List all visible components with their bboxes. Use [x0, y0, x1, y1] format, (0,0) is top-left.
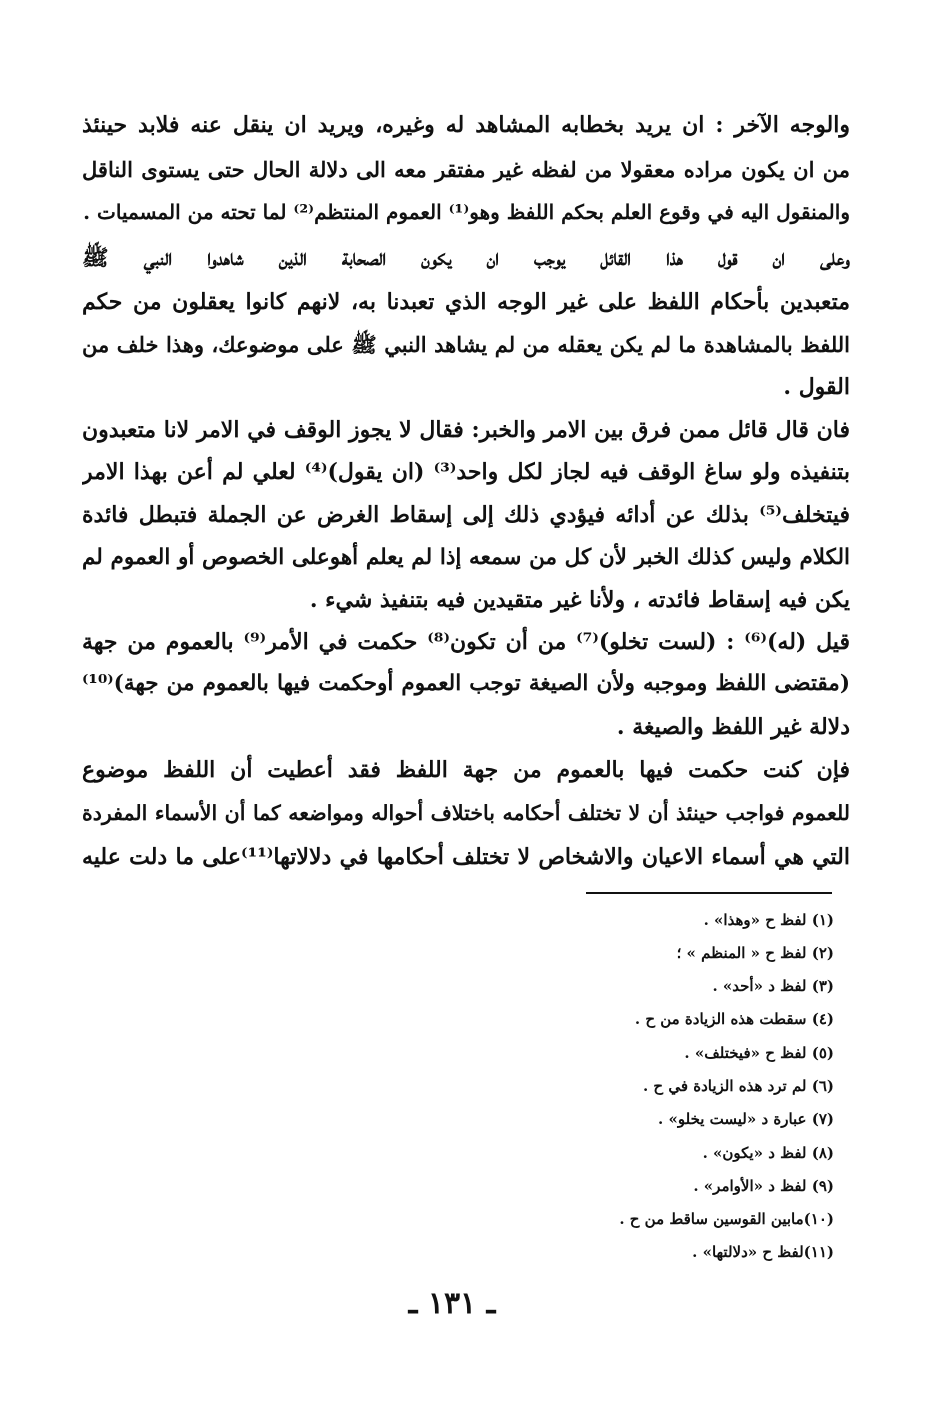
footnote: (٩) لفظ د «الأوامر» . [693, 1177, 834, 1195]
body-line: من ان يكون مراده معقولا من لفظه غير مفتقر معه الى دلالة الحال حتى يستوى الناقل [82, 157, 850, 182]
body-line: (مقتضى اللفظ وموجبه ولأن الصيغة توجب العموم أوحكمت فيها بالعموم من جهة)⁽¹⁰⁾ [82, 671, 850, 696]
footnote: (٥) لفظ ح «فيختلف» . [684, 1044, 834, 1062]
footnote: (٣) لفظ د «أحد» . [712, 977, 834, 995]
body-line: وعلى ان قول هذا القائل يوجب ان يكون الصحابة الذين شاهدوا النبي ﷺ [82, 245, 850, 271]
body-line: بتنفيذه ولو ساغ الوقف فيه لجاز لكل واحد⁽³⁾ (ان يقول)⁽⁴⁾ لعلي لم أعن بهذا الامر [82, 459, 850, 485]
footnote: (٦) لم ترد هذه الزيادة في ح . [642, 1077, 834, 1095]
footnote-separator [586, 892, 832, 894]
body-line: اللفظ بالمشاهدة ما لم يكن يعقله من لم يشاهد النبي ﷺ على موضوعك، وهذا خلف من [82, 332, 850, 357]
page-number: ـ ١٣١ ـ [408, 1286, 496, 1321]
body-line: والوجه الآخر : ان يريد بخطابه المشاهد له وغيره، ويريد ان ينقل عنه فلابد حينئذ [82, 112, 850, 138]
body-line: فإن كنت حكمت فيها بالعموم من جهة اللفظ فقد أعطيت أن اللفظ موضوع [82, 757, 850, 783]
body-line: يكن فيه إسقاط فائدته ، ولأنا غير متقيدين فيه بتنفيذ شيء . [309, 587, 850, 613]
body-line: الكلام وليس كذلك الخبر لأن كل من سمعه إذا لم يعلم أهوعلى الخصوص أو العموم لم [82, 545, 850, 570]
body-line: القول . [783, 374, 850, 400]
body-line: متعبدين بأحكام اللفظ على غير الوجه الذي تعبدنا به، لانهم كانوا يعقلون من حكم [82, 289, 850, 315]
body-line: قيل (له)⁽⁶⁾ : (لست تخلو)⁽⁷⁾ من أن تكون⁽⁸⁾ حكمت في الأمر⁽⁹⁾ بالعموم من جهة [82, 629, 850, 655]
footnote: (١٠)مابين القوسين ساقط من ح . [619, 1210, 834, 1228]
body-line: التي هي أسماء الاعيان والاشخاص لا تختلف أحكامها في دلالاتها⁽¹¹⁾على ما دلت عليه [82, 844, 850, 870]
footnote: (٢) لفظ ح « المنظم » ؛ [676, 944, 834, 962]
body-line: للعموم فواجب حينئذ أن لا تختلف أحكامه باختلاف أحواله ومواضعه كما أن الأسماء المفردة [82, 801, 850, 825]
body-line: دلالة غير اللفظ والصيغة . [616, 714, 850, 740]
footnote: (١١)لفظ ح «دلالتها» . [692, 1243, 834, 1261]
body-line: فان قال قائل ممن فرق بين الامر والخبر: فقال لا يجوز الوقف في الامر لانا متعبدون [82, 417, 850, 443]
footnote: (٨) لفظ د «يكون» . [702, 1144, 834, 1162]
body-line: فيتخلف⁽⁵⁾ بذلك عن أدائه فيؤدي ذلك إلى إسقاط الغرض عن الجملة فتبطل فائدة [82, 502, 850, 528]
footnote: (٧) عبارة د «ليست يخلو» . [658, 1110, 834, 1128]
footnote: (١) لفظ ح «وهذا» . [703, 911, 834, 929]
footnote: (٤) سقطت هذه الزيادة من ح . [634, 1010, 834, 1028]
body-line: والمنقول اليه في وقوع العلم بحكم اللفظ وهو⁽¹⁾ العموم المنتظم⁽²⁾ لما تحته من المسميات . [83, 200, 850, 224]
